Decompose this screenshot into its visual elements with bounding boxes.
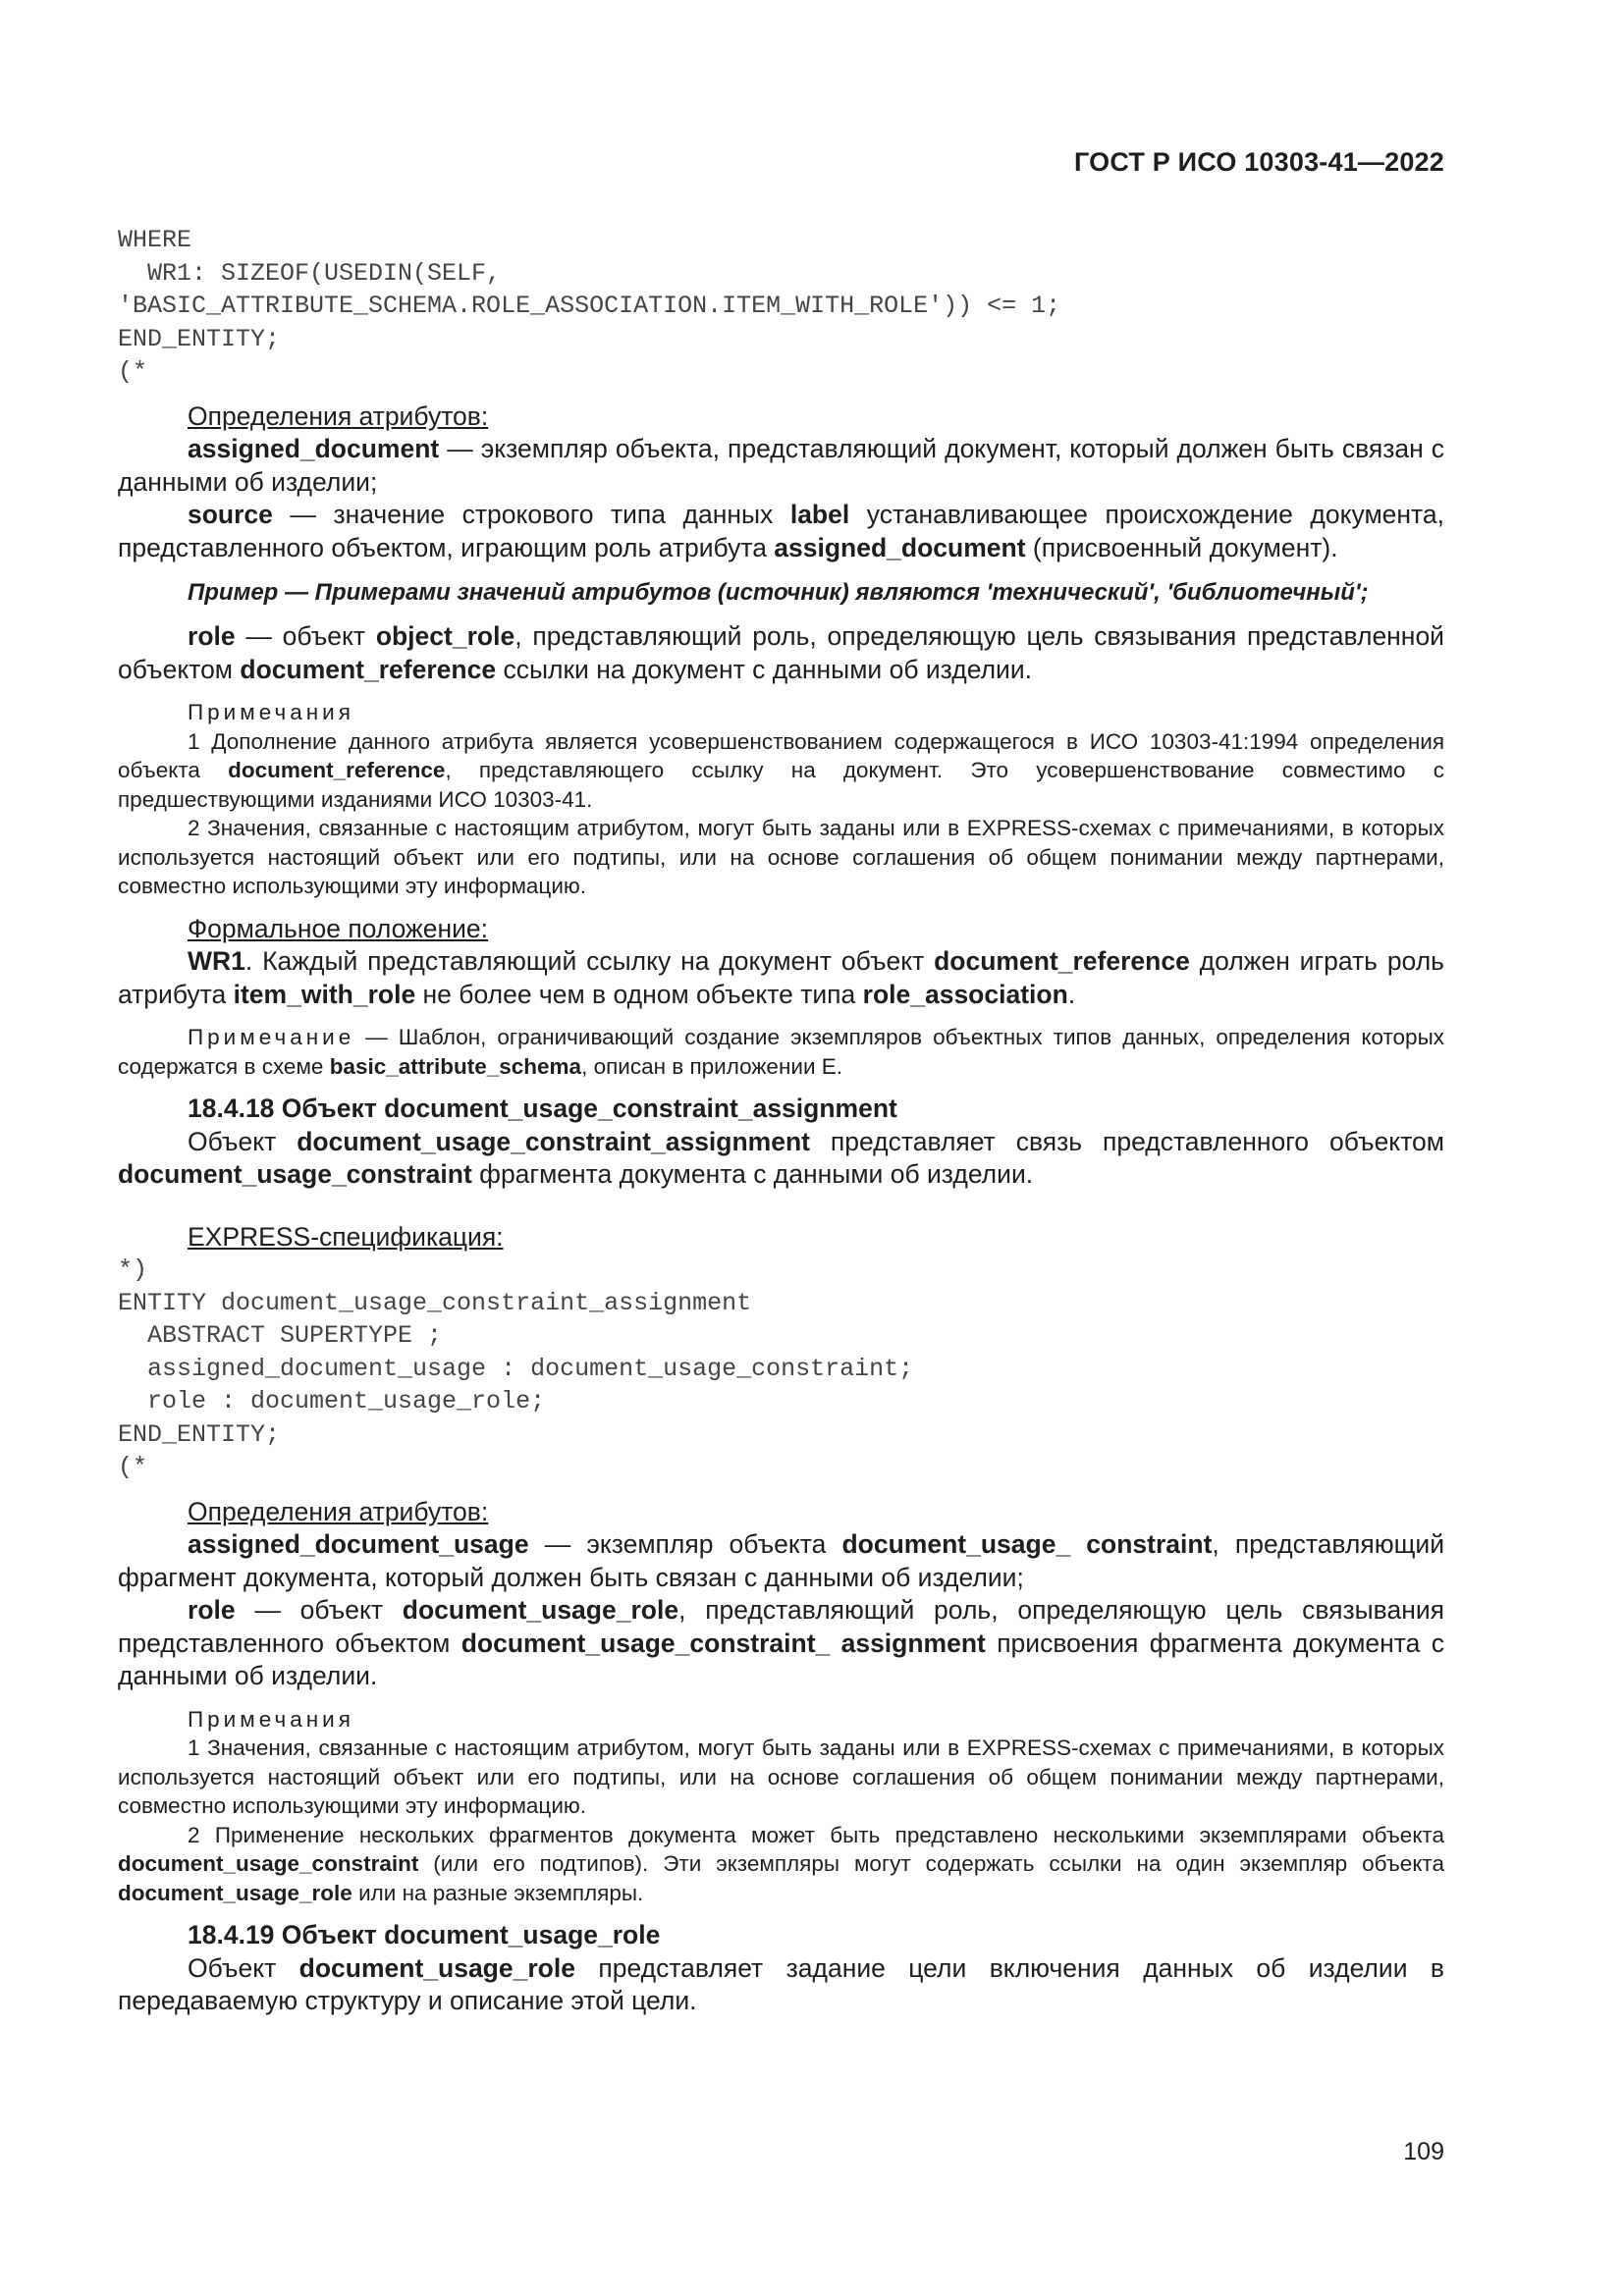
bold-term: item_with_role — [233, 979, 416, 1009]
bold-term: basic_attribute_schema — [329, 1053, 582, 1079]
para-role-2 — [118, 1594, 1444, 1693]
text-run: , представляющий роль, определяющую цель связывания представленного объектом — [118, 1595, 1444, 1658]
note-template: Примечание — Шаблон, ограничивающий создание экземпляров объектных типов данных, определения которых содержатся в схеме basic_attribute_schema, описан в приложении E. — [118, 1025, 1444, 1079]
bold-term: label — [789, 500, 850, 529]
bold-term: document_usage_ constraint — [841, 1529, 1213, 1559]
bold-term: assigned_document_usage — [188, 1529, 529, 1559]
note-1-section2 — [118, 1734, 1444, 1821]
text-run: Объект — [188, 1952, 299, 1983]
text-run: . — [1067, 979, 1076, 1009]
text-run: , описан в приложении E. — [581, 1053, 843, 1079]
bold-term: document_reference — [240, 654, 497, 684]
note-2 — [118, 814, 1444, 901]
formal-statement-label: Формальное положение: — [188, 913, 489, 943]
express-spec-label: EXPRESS-спецификация: — [188, 1221, 504, 1252]
bold-term: assigned_document — [774, 532, 1026, 562]
note-2-section2 — [118, 1821, 1444, 1908]
text-run: (присвоенный документ). — [1025, 532, 1338, 562]
text-run: фрагмента документа с данными об изделии. — [471, 1159, 1034, 1189]
bold-term: document_reference — [934, 946, 1190, 976]
bold-term: WR1 — [188, 946, 245, 976]
section-heading-18-4-19: 18.4.19 Объект document_usage_role — [188, 1920, 661, 1949]
bold-term: role_association — [862, 979, 1068, 1009]
bold-term: document_usage_constraint — [118, 1851, 419, 1876]
bold-term: role — [188, 1595, 236, 1625]
text-run: , представляющий фрагмент документа, который должен быть связан с данными об изделии; — [118, 1529, 1444, 1592]
text-run: присвоения фрагмента документа с данными об изделии. — [118, 1628, 1444, 1690]
note-1 — [118, 727, 1444, 815]
bold-term: document_usage_constraint — [118, 1159, 472, 1189]
text-run: — Шаблон, ограничивающий создание экземпляров объектных типов данных, определения которых содержатся в схеме — [118, 1025, 1444, 1079]
text-run: — экземпляр объекта — [528, 1529, 842, 1559]
notes-label-2: Примечания — [188, 1706, 354, 1732]
bold-term: document_usage_role — [118, 1880, 352, 1905]
document-header-title: ГОСТ Р ИСО 10303-41—2022 — [1074, 147, 1444, 177]
bold-term: role — [188, 621, 236, 651]
example-text: Пример — Примерами значений атрибутов (источник) являются 'технический', 'библиотечный'; — [188, 579, 1369, 606]
text-run: — объект — [235, 1595, 403, 1625]
para-section2-intro — [118, 1126, 1444, 1192]
text-run: ссылки на документ с данными об изделии. — [496, 654, 1032, 684]
text-run: — экземпляр объекта, представляющий документ, который должен быть связан с данными об изделии; — [118, 434, 1444, 497]
para-source — [118, 499, 1444, 564]
text-run: должен играть роль атрибута — [118, 946, 1444, 1009]
bold-term: object_role — [375, 621, 515, 651]
section-heading-18-4-18: 18.4.18 Объект document_usage_constraint_assignment — [188, 1094, 897, 1123]
text-run: — значение строкового типа данных — [272, 500, 790, 529]
para-section3-intro — [118, 1952, 1444, 2018]
text-run: или на разные экземпляры. — [352, 1880, 644, 1905]
text-run: представляет задание цели включения данных об изделии в передаваемую структуру и описание этой цели. — [118, 1952, 1444, 2015]
bold-term: document_usage_constraint_assignment — [297, 1126, 810, 1156]
para-wr1 — [118, 945, 1444, 1011]
text-run: 2 Значения, связанные с настоящим атрибутом, могут быть заданы или в EXPRESS-схемах с примечаниями, в которых используется настоящий объект или его подтипы, или на основе соглашения об общем понимании между партнерами, совместно использующими эту информацию. — [118, 816, 1444, 898]
bold-term: document_reference — [228, 758, 446, 782]
code-block-where-clause: WHERE WR1: SIZEOF(USEDIN(SELF, 'BASIC_ATTRIBUTE_SCHEMA.ROLE_ASSOCIATION.ITEM_WITH_ROLE')) <= 1; END_ENTITY; (* — [118, 226, 1061, 386]
text-run: представляет связь представленного объектом — [809, 1126, 1444, 1156]
text-run: 1 Дополнение данного атрибута является усовершенствованием содержащегося в ИСО 10303-41:1994 определения объекта — [118, 728, 1444, 782]
para-assigned-document — [118, 433, 1444, 499]
bold-term: document_usage_role — [402, 1595, 679, 1625]
text-run: 2 Применение нескольких фрагментов документа может быть представлено несколькими экземплярами объекта — [188, 1822, 1444, 1847]
bold-term: assigned_document — [188, 434, 440, 463]
bold-term: source — [188, 500, 273, 529]
text-run: . Каждый представляющий ссылку на документ объект — [244, 946, 935, 976]
page-content — [118, 224, 1444, 2018]
text-run: не более чем в одном объекте типа — [415, 979, 863, 1009]
attribute-definitions-label-2: Определения атрибутов: — [188, 1496, 489, 1526]
attribute-definitions-label: Определения атрибутов: — [188, 400, 489, 431]
text-run: устанавливающее происхождение документа, представленного объектом, играющим роль атрибута — [118, 500, 1444, 562]
bold-term: document_usage_role — [298, 1952, 575, 1983]
text-run: (или его подтипов). Эти экземпляры могут содержать ссылки на один экземпляр объекта — [418, 1851, 1444, 1876]
bold-term: document_usage_constraint_ assignment — [460, 1628, 986, 1658]
text-run: — объект — [235, 621, 376, 651]
notes-label: Примечания — [188, 700, 354, 724]
page-number: 109 — [1403, 2138, 1444, 2165]
para-assigned-document-usage — [118, 1528, 1444, 1594]
text-run: 1 Значения, связанные с настоящим атрибутом, могут быть заданы или в EXPRESS-схемах с примечаниями, в которых используется настоящий объект или его подтипы, или на основе соглашения об общем понимании между партнерами, совместно использующими эту информацию. — [118, 1735, 1444, 1818]
text-run: , представляющего ссылку на документ. Это усовершенствование совместимо с предшествующими изданиями ИСО 10303-41. — [118, 758, 1444, 812]
text-run: , представляющий роль, определяющую цель связывания представленной объектом — [118, 621, 1444, 684]
text-run: Объект — [188, 1126, 298, 1156]
para-role — [118, 620, 1444, 686]
code-block-entity: *) ENTITY document_usage_constraint_assignment ABSTRACT SUPERTYPE ; assigned_document_usage : document_usage_constraint; role : document_usage_role; END_ENTITY; (* — [118, 1255, 914, 1481]
